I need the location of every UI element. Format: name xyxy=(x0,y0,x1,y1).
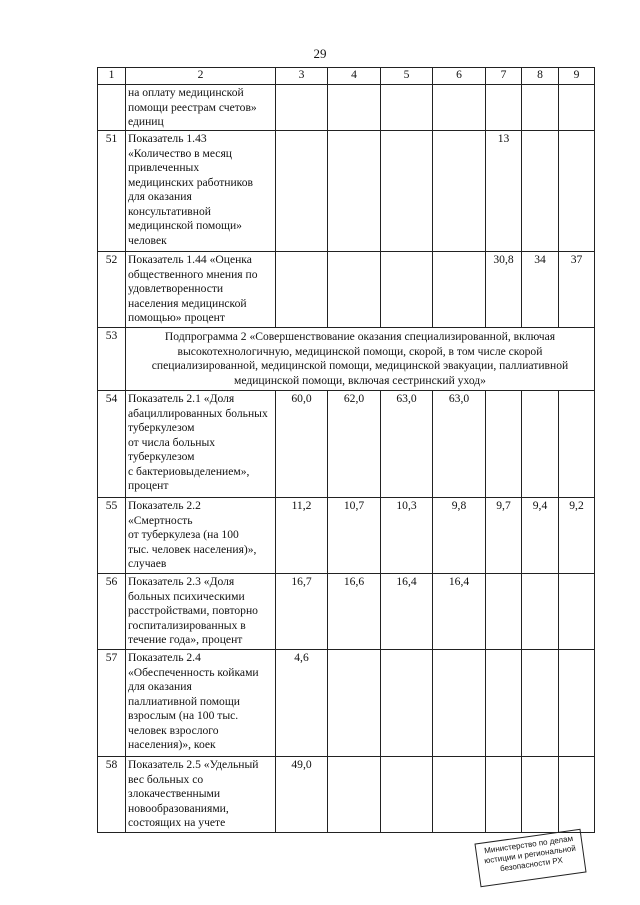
indicator-value xyxy=(486,391,522,498)
row-number: 58 xyxy=(98,757,126,833)
subprogram-title: Подпрограмма 2 «Совершенствование оказания специализированной, включая высокотехнологичную, медицинской помощи, скорой, в том числе скорой специализированной, медицинской помощи, медицинской эвакуации, паллиативной медицинской помощи, включая сестринский уход» xyxy=(126,328,595,391)
indicator-value xyxy=(433,252,486,328)
page-number: 29 xyxy=(313,46,327,61)
indicator-value xyxy=(276,252,328,328)
indicator-value xyxy=(559,131,595,252)
row-number: 52 xyxy=(98,252,126,328)
indicator-value: 4,6 xyxy=(276,650,328,757)
column-header: 6 xyxy=(433,68,486,85)
column-header: 8 xyxy=(522,68,559,85)
indicator-value xyxy=(522,391,559,498)
indicator-value xyxy=(559,757,595,833)
indicator-name: Показатель 2.4 «Обеспеченность койками для оказания паллиативной помощи взрослым (на 100 тыс. человек взрослого населения)», коек xyxy=(126,650,276,757)
table-row xyxy=(98,498,595,574)
indicator-value: 9,7 xyxy=(486,498,522,574)
indicator-name: Показатель 2.3 «Доля больных психическими расстройствами, повторно госпитализированных в течение года», процент xyxy=(126,574,276,650)
row-number: 57 xyxy=(98,650,126,757)
section-row xyxy=(98,328,595,391)
indicator-value xyxy=(559,574,595,650)
row-number: 51 xyxy=(98,131,126,252)
ministry-stamp: Министерство по делам юстиции и региональной безопасности РХ xyxy=(474,829,586,887)
indicator-value: 9,2 xyxy=(559,498,595,574)
indicator-value xyxy=(328,650,381,757)
indicator-value xyxy=(433,757,486,833)
indicator-value: 63,0 xyxy=(433,391,486,498)
indicator-name: на оплату медицинской помощи реестрам счетов» единиц xyxy=(126,85,276,131)
indicator-value xyxy=(381,131,433,252)
indicator-value: 37 xyxy=(559,252,595,328)
indicator-value xyxy=(433,131,486,252)
indicator-value: 11,2 xyxy=(276,498,328,574)
indicator-name: Показатель 1.44 «Оценка общественного мнения по удовлетворенности населения медицинской помощью» процент xyxy=(126,252,276,328)
table-row xyxy=(98,650,595,757)
indicator-value: 16,7 xyxy=(276,574,328,650)
indicator-value xyxy=(522,574,559,650)
indicator-value xyxy=(486,650,522,757)
indicator-value xyxy=(328,252,381,328)
indicator-value xyxy=(559,391,595,498)
indicator-name: Показатель 1.43 «Количество в месяц привлеченных медицинских работников для оказания консультативной медицинской помощи» человек xyxy=(126,131,276,252)
column-header: 7 xyxy=(486,68,522,85)
table-row xyxy=(98,85,595,131)
indicator-name: Показатель 2.2 «Смертность от туберкулеза (на 100 тыс. человек населения)», случаев xyxy=(126,498,276,574)
row-number: 56 xyxy=(98,574,126,650)
row-number xyxy=(98,85,126,131)
indicator-value xyxy=(522,85,559,131)
indicator-name: Показатель 2.5 «Удельный вес больных со злокачественными новообразованиями, состоящих на учете xyxy=(126,757,276,833)
indicator-value: 13 xyxy=(486,131,522,252)
indicator-value: 49,0 xyxy=(276,757,328,833)
indicator-value: 62,0 xyxy=(328,391,381,498)
indicator-value xyxy=(486,757,522,833)
indicator-value xyxy=(522,650,559,757)
indicator-value xyxy=(559,85,595,131)
indicator-value xyxy=(433,650,486,757)
indicator-value: 9,8 xyxy=(433,498,486,574)
column-header: 2 xyxy=(126,68,276,85)
indicator-value: 16,6 xyxy=(328,574,381,650)
indicator-value: 10,3 xyxy=(381,498,433,574)
table-row xyxy=(98,252,595,328)
indicator-value xyxy=(522,131,559,252)
indicator-value: 60,0 xyxy=(276,391,328,498)
column-number-header-row xyxy=(98,68,595,85)
column-header: 9 xyxy=(559,68,595,85)
indicator-value: 16,4 xyxy=(381,574,433,650)
row-number: 54 xyxy=(98,391,126,498)
indicator-value: 34 xyxy=(522,252,559,328)
indicator-value: 30,8 xyxy=(486,252,522,328)
table-row xyxy=(98,131,595,252)
indicator-value xyxy=(381,252,433,328)
indicator-value xyxy=(381,650,433,757)
indicator-value xyxy=(328,757,381,833)
table-row xyxy=(98,574,595,650)
indicator-name: Показатель 2.1 «Доля абациллированных больных туберкулезом от числа больных туберкулезом с бактериовыделением», процент xyxy=(126,391,276,498)
indicator-value: 10,7 xyxy=(328,498,381,574)
indicator-value xyxy=(381,757,433,833)
column-header: 3 xyxy=(276,68,328,85)
row-number: 53 xyxy=(98,328,126,391)
indicators-table xyxy=(97,67,595,833)
indicator-value: 63,0 xyxy=(381,391,433,498)
indicator-value xyxy=(276,131,328,252)
indicator-value: 16,4 xyxy=(433,574,486,650)
indicator-value xyxy=(328,85,381,131)
indicator-value xyxy=(433,85,486,131)
indicator-value xyxy=(328,131,381,252)
column-header: 5 xyxy=(381,68,433,85)
row-number: 55 xyxy=(98,498,126,574)
table-row xyxy=(98,391,595,498)
indicator-value xyxy=(522,757,559,833)
column-header: 4 xyxy=(328,68,381,85)
indicator-value xyxy=(276,85,328,131)
indicator-value xyxy=(486,85,522,131)
indicator-value: 9,4 xyxy=(522,498,559,574)
column-header: 1 xyxy=(98,68,126,85)
indicator-value xyxy=(381,85,433,131)
table-row xyxy=(98,757,595,833)
indicator-value xyxy=(486,574,522,650)
indicator-value xyxy=(559,650,595,757)
